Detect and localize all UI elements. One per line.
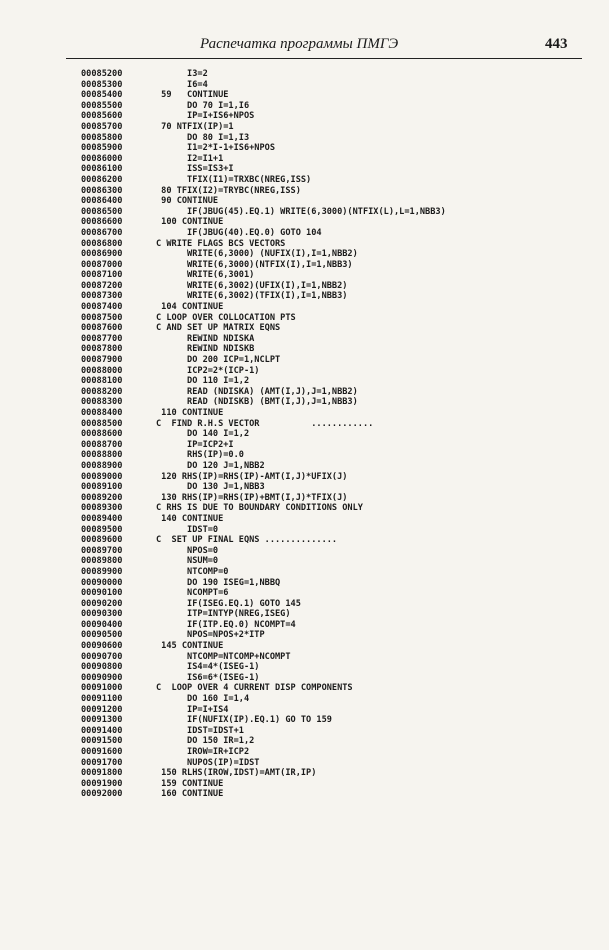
- code-statement: IF(JBUG(40).EQ.0) GOTO 104: [156, 227, 322, 238]
- code-statement: DO 110 I=1,2: [156, 376, 250, 387]
- code-statement: NPOS=0: [156, 545, 219, 556]
- code-statement: IF(NUFIX(IP).EQ.1) GO TO 159: [156, 715, 332, 726]
- listing-line: [81, 133, 581, 144]
- listing-line: [81, 546, 581, 557]
- listing-line: [81, 694, 581, 705]
- code-statement: NPOS=NPOS+2*ITP: [156, 630, 265, 641]
- code-statement: 160 CONTINUE: [156, 789, 224, 800]
- listing-line: [81, 323, 581, 334]
- code-statement: DO 190 ISEG=1,NBBQ: [156, 577, 281, 588]
- code-statement: READ (NDISKB) (BMT(I,J),J=1,NBB3): [156, 397, 358, 408]
- sequence-number: 00090700: [81, 651, 123, 662]
- sequence-number: 00085500: [81, 100, 123, 111]
- code-statement: DO 80 I=1,I3: [156, 132, 250, 143]
- sequence-number: 00089000: [81, 471, 123, 482]
- sequence-number: 00088800: [81, 450, 123, 461]
- sequence-number: 00091000: [81, 683, 123, 694]
- listing-line: [81, 450, 581, 461]
- code-statement: WRITE(6,3002)(UFIX(I),I=1,NBB2): [156, 280, 348, 291]
- sequence-number: 00091800: [81, 768, 123, 779]
- listing-line: [81, 641, 581, 652]
- code-statement: IROW=IR+ICP2: [156, 747, 250, 757]
- listing-line: [81, 397, 581, 408]
- code-statement: DO 150 IR=1,2: [156, 736, 255, 747]
- code-statement: 104 CONTINUE: [156, 302, 224, 313]
- listing-line: [81, 472, 581, 483]
- listing-line: [81, 154, 581, 165]
- sequence-number: 00087200: [81, 280, 123, 291]
- page-number: 443: [545, 36, 568, 52]
- listing-line: [81, 662, 581, 673]
- sequence-number: 00086300: [81, 185, 123, 196]
- listing-line: [81, 779, 581, 790]
- code-statement: IF(ISEG.EQ.1) GOTO 145: [156, 598, 301, 609]
- code-statement: DO 140 I=1,2: [156, 429, 250, 440]
- listing-line: [81, 217, 581, 228]
- sequence-number: 00088100: [81, 376, 123, 387]
- listing-line: [81, 609, 581, 620]
- listing-line: [81, 768, 581, 779]
- code-statement: IP=ICP2+I: [156, 439, 234, 450]
- code-statement: WRITE(6,3000)(NTFIX(I),I=1,NBB3): [156, 259, 353, 270]
- code-statement: WRITE(6,3001): [156, 270, 255, 281]
- sequence-number: 00090900: [81, 672, 123, 683]
- sequence-number: 00087600: [81, 323, 123, 334]
- sequence-number: 00089300: [81, 503, 123, 514]
- listing-line: [81, 726, 581, 737]
- listing-line: [81, 111, 581, 122]
- sequence-number: 00090400: [81, 619, 123, 630]
- code-statement: IDST=0: [156, 524, 219, 535]
- code-statement: 140 CONTINUE: [156, 513, 224, 524]
- sequence-number: 00085600: [81, 111, 123, 122]
- listing-line: [81, 419, 581, 430]
- listing-line: [81, 260, 581, 271]
- code-statement: RHS(IP)=0.0: [156, 450, 244, 461]
- listing-line: [81, 313, 581, 324]
- listing-line: [81, 355, 581, 366]
- listing-line: [81, 90, 581, 101]
- listing-line: [81, 461, 581, 472]
- code-statement: NUPOS(IP)=IDST: [156, 757, 260, 768]
- listing-line: [81, 440, 581, 451]
- sequence-number: 00090600: [81, 641, 123, 652]
- code-statement: ICP2=2*(ICP-1): [156, 365, 260, 376]
- sequence-number: 00088900: [81, 460, 123, 471]
- sequence-number: 00088700: [81, 439, 123, 450]
- code-statement: 110 CONTINUE: [156, 408, 224, 418]
- sequence-number: 00089900: [81, 566, 123, 577]
- sequence-number: 00088300: [81, 397, 123, 408]
- code-statement: C FIND R.H.S VECTOR ............: [156, 418, 374, 429]
- code-statement: REWIND NDISKA: [156, 333, 255, 344]
- listing-line: [81, 588, 581, 599]
- code-statement: DO 200 ICP=1,NCLPT: [156, 355, 281, 366]
- code-statement: 80 TFIX(I2)=TRYBC(NREG,ISS): [156, 185, 301, 196]
- sequence-number: 00086200: [81, 174, 123, 185]
- code-statement: IP=I+IS4: [156, 704, 229, 715]
- sequence-number: 00088400: [81, 408, 123, 418]
- listing-line: [81, 376, 581, 387]
- sequence-number: 00089800: [81, 556, 123, 567]
- listing-line: [81, 334, 581, 345]
- listing-line: [81, 525, 581, 536]
- sequence-number: 00085900: [81, 143, 123, 154]
- listing-line: [81, 186, 581, 197]
- listing-line: [81, 302, 581, 313]
- listing-line: [81, 69, 581, 80]
- listing-line: [81, 514, 581, 525]
- sequence-number: 00089400: [81, 513, 123, 524]
- code-statement: C AND SET UP MATRIX EQNS: [156, 323, 281, 334]
- code-statement: IF(JBUG(45).EQ.1) WRITE(6,3000)(NTFIX(L),L=1,NBB3): [156, 206, 446, 217]
- code-statement: 159 CONTINUE: [156, 778, 224, 789]
- listing-line: [81, 164, 581, 175]
- sequence-number: 00086700: [81, 227, 123, 238]
- listing-line: [81, 270, 581, 281]
- sequence-number: 00087700: [81, 333, 123, 344]
- sequence-number: 00085700: [81, 121, 123, 132]
- sequence-number: 00085200: [81, 69, 123, 79]
- sequence-number: 00088600: [81, 429, 123, 440]
- listing-line: [81, 281, 581, 292]
- listing-line: [81, 207, 581, 218]
- code-statement: WRITE(6,3000) (NUFIX(I),I=1,NBB2): [156, 249, 358, 260]
- code-statement: IS4=4*(ISEG-1): [156, 662, 260, 673]
- code-statement: READ (NDISKA) (AMT(I,J),J=1,NBB2): [156, 386, 358, 397]
- listing-line: [81, 228, 581, 239]
- listing-line: [81, 387, 581, 398]
- code-statement: NTCOMP=NTCOMP+NCOMPT: [156, 651, 291, 662]
- code-statement: DO 130 J=1,NBB3: [156, 482, 265, 493]
- listing-line: [81, 673, 581, 684]
- sequence-number: 00087000: [81, 259, 123, 270]
- code-statement: DO 160 I=1,4: [156, 694, 250, 705]
- sequence-number: 00091300: [81, 715, 123, 726]
- code-statement: DO 70 I=1,I6: [156, 100, 250, 111]
- sequence-number: 00087300: [81, 291, 123, 302]
- code-statement: C LOOP OVER 4 CURRENT DISP COMPONENTS: [156, 683, 353, 694]
- listing-line: [81, 101, 581, 112]
- sequence-number: 00090300: [81, 609, 123, 620]
- running-title: Распечатка программы ПМГЭ: [200, 36, 399, 52]
- sequence-number: 00089700: [81, 545, 123, 556]
- code-statement: 59 CONTINUE: [156, 90, 229, 101]
- code-statement: C WRITE FLAGS BCS VECTORS: [156, 238, 286, 249]
- listing-line: [81, 143, 581, 154]
- sequence-number: 00090000: [81, 577, 123, 588]
- code-statement: REWIND NDISKB: [156, 344, 255, 355]
- listing-line: [81, 482, 581, 493]
- sequence-number: 00091600: [81, 747, 123, 757]
- listing-line: [81, 175, 581, 186]
- listing-line: [81, 567, 581, 578]
- listing-line: [81, 599, 581, 610]
- listing-line: [81, 535, 581, 546]
- code-statement: IF(ITP.EQ.0) NCOMPT=4: [156, 619, 296, 630]
- sequence-number: 00086500: [81, 206, 123, 217]
- listing-line: [81, 652, 581, 663]
- code-statement: C RHS IS DUE TO BOUNDARY CONDITIONS ONLY: [156, 503, 363, 514]
- code-statement: I6=4: [156, 79, 208, 90]
- listing-line: [81, 683, 581, 694]
- sequence-number: 00086000: [81, 153, 123, 164]
- listing-line: [81, 249, 581, 260]
- listing-line: [81, 705, 581, 716]
- sequence-number: 00085800: [81, 132, 123, 143]
- sequence-number: 00091200: [81, 704, 123, 715]
- sequence-number: 00086400: [81, 196, 123, 207]
- code-statement: DO 120 J=1,NBB2: [156, 460, 265, 471]
- sequence-number: 00091500: [81, 736, 123, 747]
- sequence-number: 00086100: [81, 164, 123, 175]
- sequence-number: 00091100: [81, 694, 123, 705]
- code-statement: IP=I+IS6+NPOS: [156, 111, 255, 122]
- code-statement: 145 CONTINUE: [156, 641, 224, 652]
- listing-line: [81, 758, 581, 769]
- sequence-number: 00086800: [81, 238, 123, 249]
- sequence-number: 00092000: [81, 789, 123, 800]
- code-statement: C LOOP OVER COLLOCATION PTS: [156, 312, 296, 323]
- code-statement: C SET UP FINAL EQNS ..............: [156, 535, 338, 546]
- listing-line: [81, 493, 581, 504]
- listing-line: [81, 344, 581, 355]
- sequence-number: 00087100: [81, 270, 123, 281]
- code-statement: 120 RHS(IP)=RHS(IP)-AMT(I,J)*UFIX(J): [156, 471, 348, 482]
- sequence-number: 00087800: [81, 344, 123, 355]
- code-statement: I2=I1+1: [156, 153, 224, 164]
- sequence-number: 00091400: [81, 725, 123, 736]
- code-statement: 130 RHS(IP)=RHS(IP)+BMT(I,J)*TFIX(J): [156, 492, 348, 503]
- listing-line: [81, 630, 581, 641]
- listing-line: [81, 429, 581, 440]
- sequence-number: 00091700: [81, 757, 123, 768]
- listing-line: [81, 122, 581, 133]
- code-statement: ISS=IS3+I: [156, 164, 234, 175]
- code-statement: NTCOMP=0: [156, 566, 229, 577]
- code-statement: TFIX(I1)=TRXBC(NREG,ISS): [156, 174, 312, 185]
- header-rule: [66, 58, 582, 59]
- listing-line: [81, 366, 581, 377]
- sequence-number: 00086900: [81, 249, 123, 260]
- code-statement: 100 CONTINUE: [156, 217, 224, 228]
- sequence-number: 00089200: [81, 492, 123, 503]
- listing-line: [81, 503, 581, 514]
- sequence-number: 00091900: [81, 778, 123, 789]
- listing-line: [81, 736, 581, 747]
- sequence-number: 00090100: [81, 588, 123, 599]
- sequence-number: 00088500: [81, 418, 123, 429]
- listing-line: [81, 715, 581, 726]
- listing-line: [81, 239, 581, 250]
- listing-line: [81, 80, 581, 91]
- code-statement: IDST=IDST+1: [156, 725, 244, 736]
- code-statement: 90 CONTINUE: [156, 196, 219, 207]
- sequence-number: 00090200: [81, 598, 123, 609]
- code-statement: 70 NTFIX(IP)=1: [156, 121, 234, 132]
- sequence-number: 00089600: [81, 535, 123, 546]
- sequence-number: 00089100: [81, 482, 123, 493]
- listing-line: [81, 620, 581, 631]
- sequence-number: 00088200: [81, 386, 123, 397]
- sequence-number: 00088000: [81, 365, 123, 376]
- program-listing: [81, 69, 581, 800]
- sequence-number: 00085400: [81, 90, 123, 101]
- sequence-number: 00090800: [81, 662, 123, 673]
- code-statement: I3=2: [156, 69, 208, 79]
- sequence-number: 00087900: [81, 355, 123, 366]
- code-statement: NSUM=0: [156, 556, 219, 567]
- listing-line: [81, 291, 581, 302]
- sequence-number: 00085300: [81, 79, 123, 90]
- code-statement: NCOMPT=6: [156, 588, 229, 599]
- listing-line: [81, 556, 581, 567]
- sequence-number: 00086600: [81, 217, 123, 228]
- code-statement: I1=2*I-1+IS6+NPOS: [156, 143, 275, 154]
- listing-line: [81, 747, 581, 758]
- sequence-number: 00087400: [81, 302, 123, 313]
- sequence-number: 00087500: [81, 312, 123, 323]
- listing-line: [81, 408, 581, 419]
- code-statement: IS6=6*(ISEG-1): [156, 672, 260, 683]
- sequence-number: 00089500: [81, 524, 123, 535]
- listing-line: [81, 789, 581, 800]
- listing-line: [81, 196, 581, 207]
- listing-line: [81, 578, 581, 589]
- code-statement: ITP=INTYP(NREG,ISEG): [156, 609, 291, 620]
- code-statement: 150 RLHS(IROW,IDST)=AMT(IR,IP): [156, 768, 317, 779]
- code-statement: WRITE(6,3002)(TFIX(I),I=1,NBB3): [156, 291, 348, 302]
- page-header: [0, 30, 609, 56]
- sequence-number: 00090500: [81, 630, 123, 641]
